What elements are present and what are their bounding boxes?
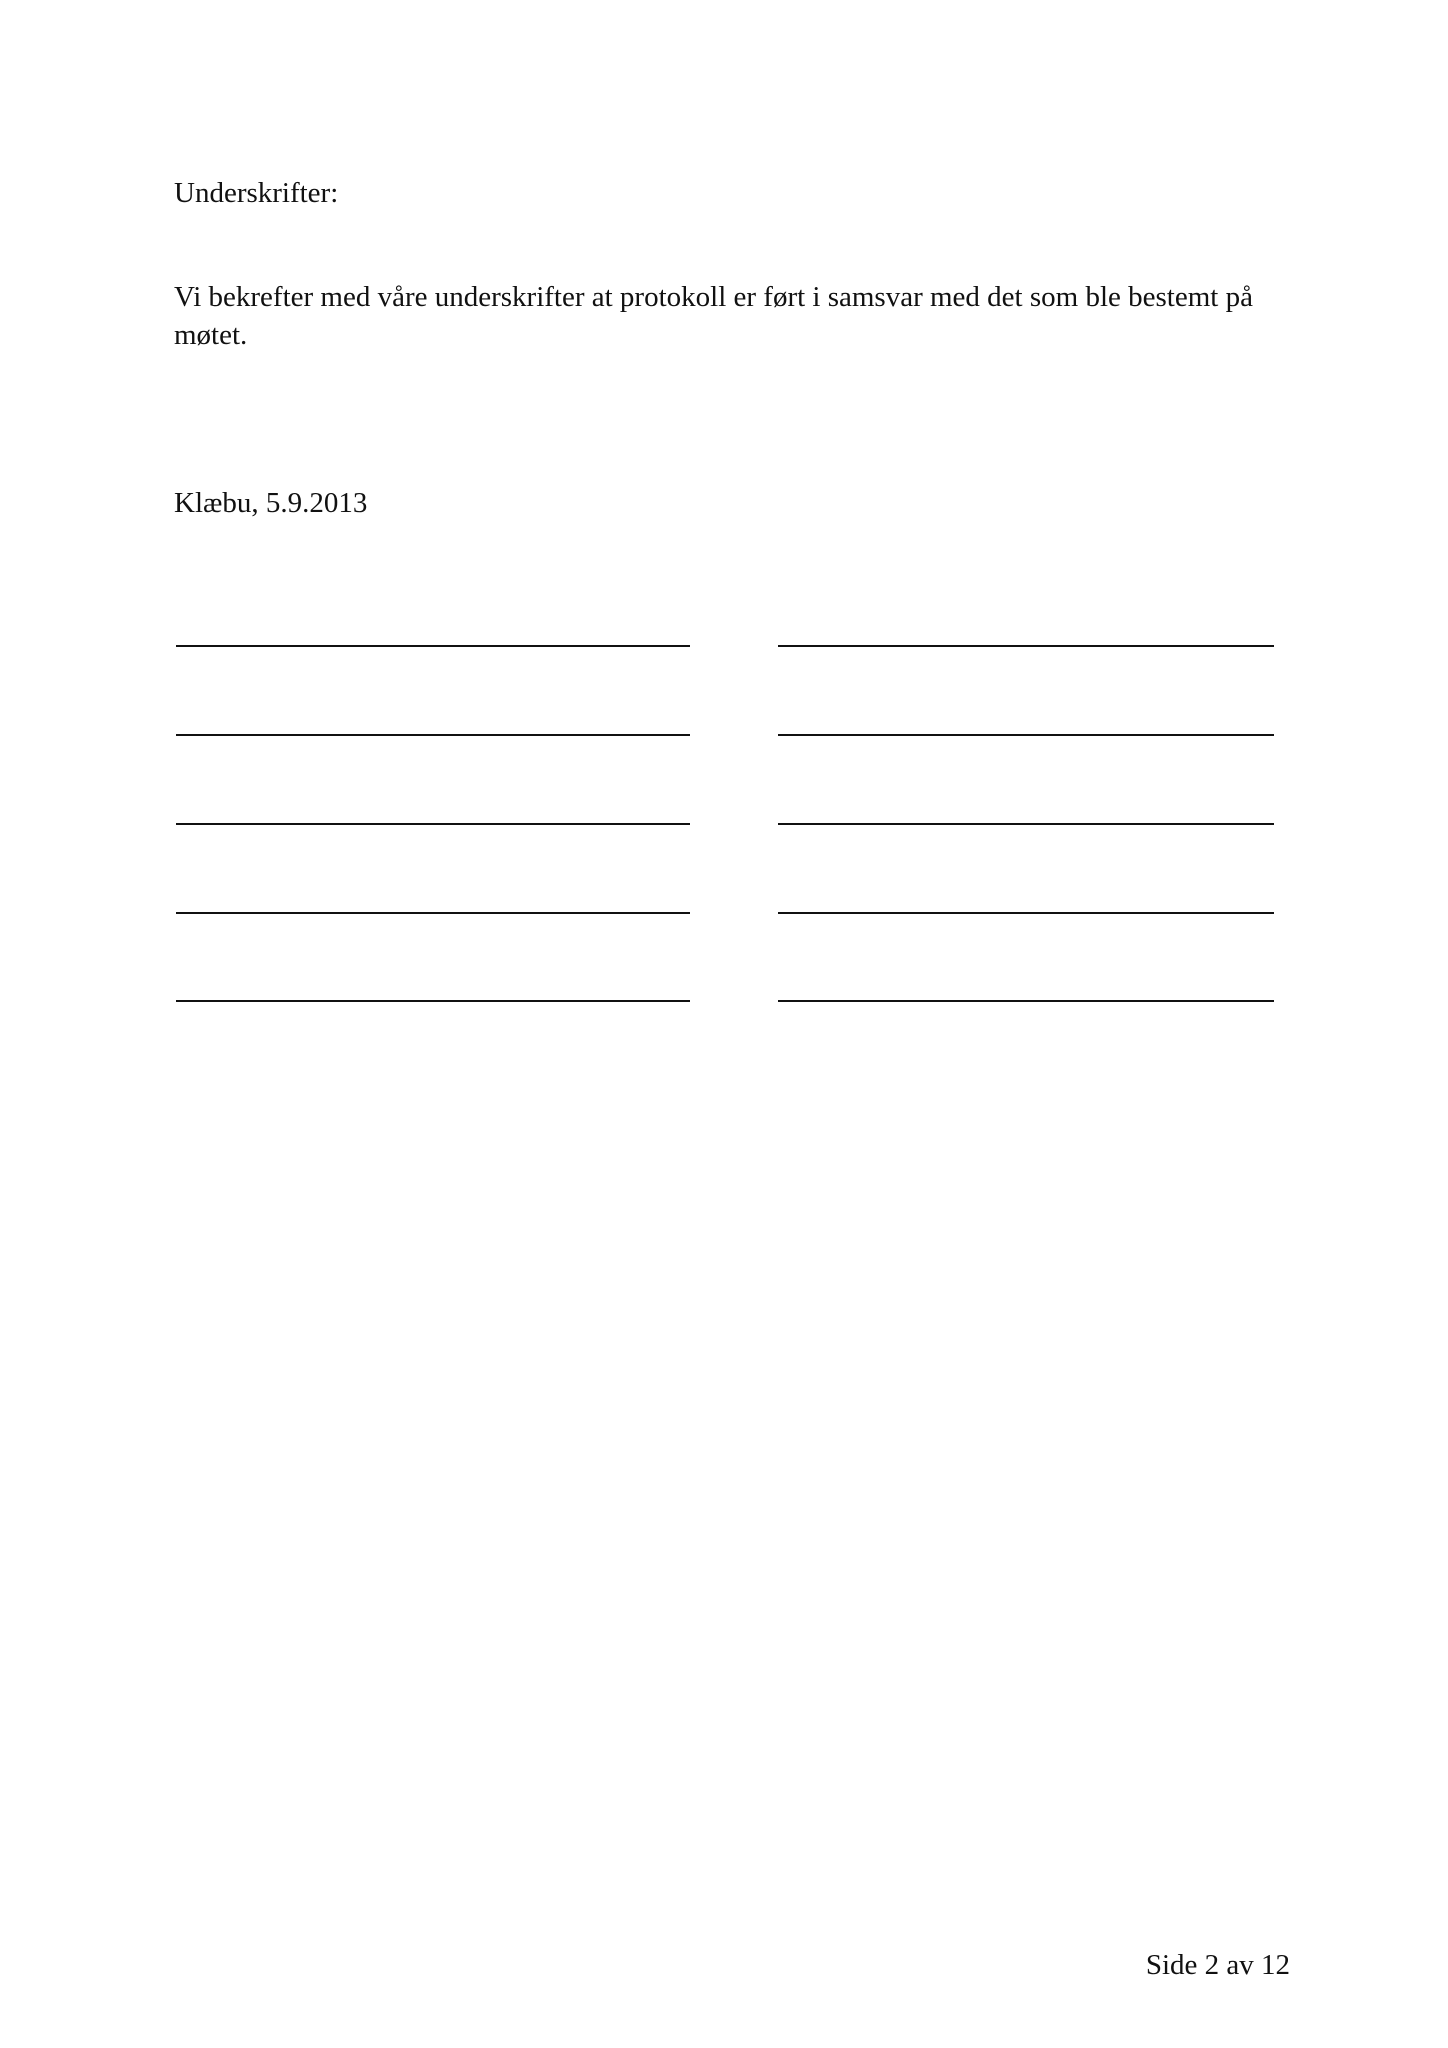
confirmation-text: Vi bekrefter med våre underskrifter at protokoll er ført i samsvar med det som ble bestemt på møtet. [174, 281, 1253, 351]
signature-line-row-5-right [778, 1000, 1274, 1002]
page-number: Side 2 av 12 [1145, 1949, 1290, 1981]
signature-line-row-3-right [778, 823, 1274, 825]
signature-line-row-2-left [176, 734, 690, 736]
signature-line-row-2-right [778, 734, 1274, 736]
signature-line-row-1-left [176, 645, 690, 647]
place-date: Klæbu, 5.9.2013 [174, 487, 368, 519]
signatures-heading: Underskrifter: [174, 177, 339, 209]
signature-line-row-3-left [176, 823, 690, 825]
signature-line-row-5-left [176, 1000, 690, 1002]
signature-line-row-4-left [176, 912, 690, 914]
signature-line-row-1-right [778, 645, 1274, 647]
signature-line-row-4-right [778, 912, 1274, 914]
